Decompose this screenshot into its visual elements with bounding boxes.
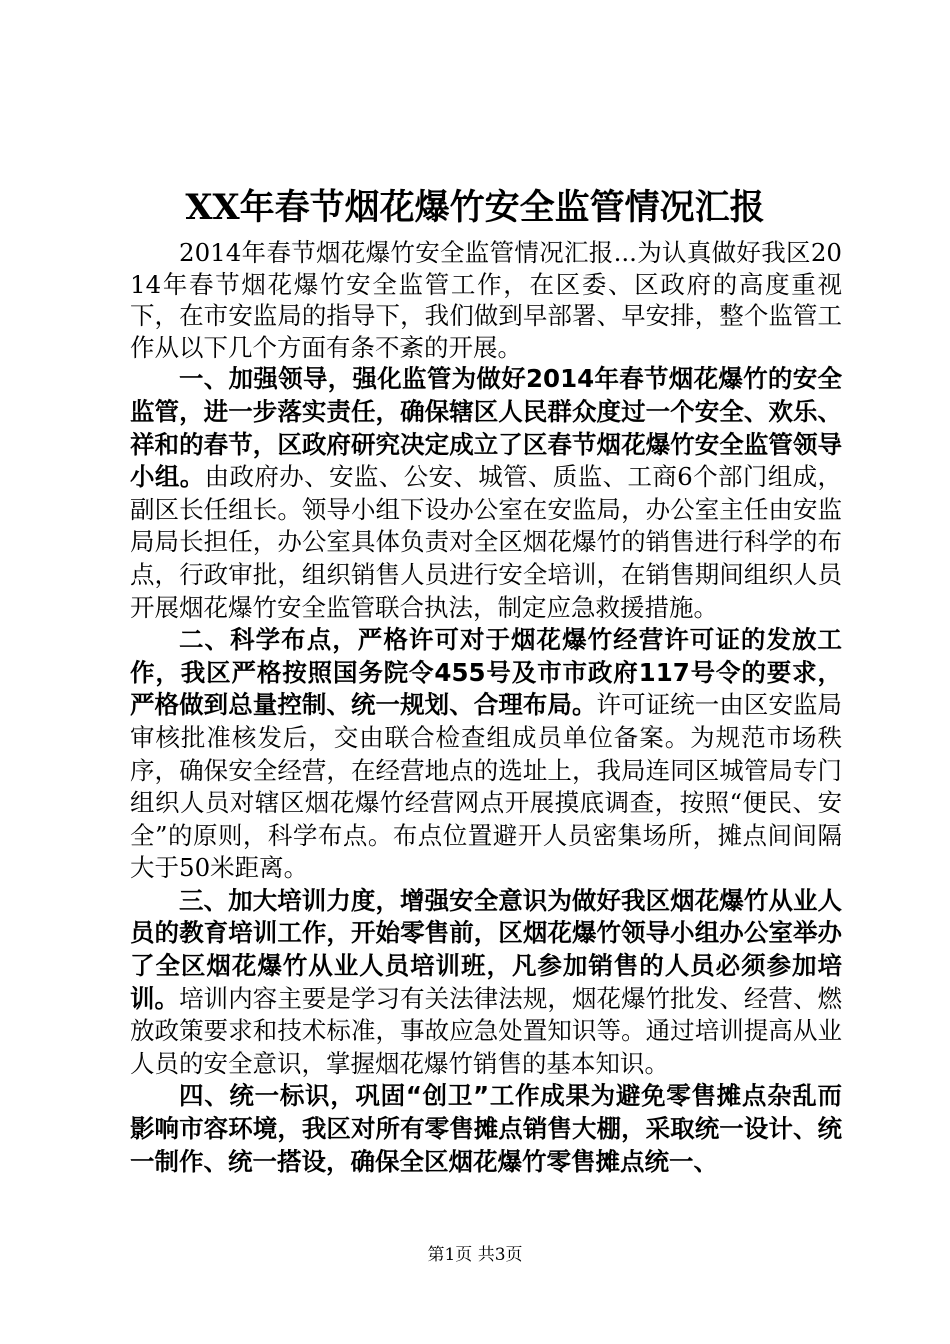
document-body — [130, 237, 842, 1178]
section-4-paragraph — [130, 1080, 842, 1178]
section-1-heading: 一、加强领导，强化监管为做好2014年春节烟花爆竹的安全监管，进一步落实责任，确保辖区人民群众度过一个安全、欢乐、祥和的春节，区政府研究决定成立了区春节烟花爆竹安全监管领导小组。 — [130, 364, 842, 492]
section-1-text: 由政府办、安监、公安、城管、质监、工商6个部门组成，副区长任组长。领导小组下设办公室在安监局，办公室主任由安监局局长担任，办公室具体负责对全区烟花爆竹的销售进行科学的布点，行政审批，组织销售人员进行安全培训，在销售期间组织人员开展烟花爆竹安全监管联合执法，制定应急救援措施。 — [130, 462, 843, 622]
section-1-paragraph — [130, 363, 842, 624]
paragraph-text: 2014年春节烟花爆竹安全监管情况汇报...为认真做好我区2014年春节烟花爆竹安全监管工作，在区委、区政府的高度重视下，在市安监局的指导下，我们做到早部署、早安排，整个监管工作从以下几个方面有条不紊的开展。 — [130, 238, 842, 362]
document-title: XX年春节烟花爆竹安全监管情况汇报 — [185, 187, 765, 228]
intro-paragraph — [130, 237, 842, 363]
page-footer: 第1页 共3页 — [427, 1245, 523, 1265]
section-2-heading: 二、科学布点，严格许可对于烟花爆竹经营许可证的发放工作，我区严格按照国务院令455号及市市政府117号令的要求，严格做到总量控制、统一规划、合理布局。 — [130, 625, 842, 720]
section-3-text: 培训内容主要是学习有关法律法规，烟花爆竹批发、经营、燃放政策要求和技术标准，事故应急处置知识等。通过培训提高从业人员的安全意识，掌握烟花爆竹销售的基本知识。 — [130, 983, 842, 1078]
section-2-paragraph — [130, 624, 842, 885]
section-3-paragraph — [130, 885, 842, 1081]
section-2-text: 许可证统一由区安监局审核批准核发后，交由联合检查组成员单位备案。为规范市场秩序，确保安全经营，在经营地点的选址上，我局连同区城管局专门组织人员对辖区烟花爆竹经营网点开展摸底调查，按照“便民、安全”的原则，科学布点。布点位置避开人员密集场所，摊点间间隔大于50米距离。 — [130, 690, 842, 883]
section-3-heading: 三、加大培训力度，增强安全意识为做好我区烟花爆竹从业人员的教育培训工作，开始零售前，区烟花爆竹领导小组办公室举办了全区烟花爆竹从业人员培训班，凡参加销售的人员必须参加培训。 — [130, 885, 842, 1013]
section-4-heading: 四、统一标识，巩固“创卫”工作成果为避免零售摊点杂乱而影响市容环境，我区对所有零售摊点销售大棚，采取统一设计、统一制作、统一搭设，确保全区烟花爆竹零售摊点统一、 — [130, 1081, 842, 1176]
